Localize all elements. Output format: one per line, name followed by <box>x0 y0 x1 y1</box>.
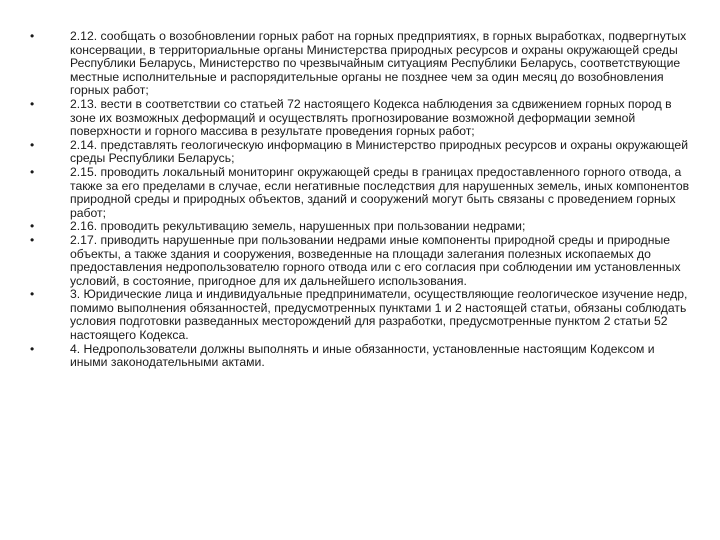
bullet-list <box>30 30 690 370</box>
list-item-text: 3. Юридические лица и индивидуальные предприниматели, осуществляющие геологическое изучение недр, помимо выполнения обязанностей, предусмотренных пунктами 1 и 2 настоящей статьи, обязаны соблюдать условия подготовки разведанных месторождений для разработки, предусмотренные пунктом 2 статьи 52 настоящего Кодекса. <box>70 287 688 343</box>
bullet-icon: • <box>30 96 35 111</box>
list-item-text: 2.13. вести в соответствии со статьей 72 настоящего Кодекса наблюдения за сдвижением горных пород в зоне их возможных деформаций и осуществлять прогнозирование возможной деформации земной поверхности и горного массива в результате проведения горных работ; <box>70 96 672 139</box>
bullet-icon: • <box>30 164 35 179</box>
list-item <box>30 30 690 98</box>
list-item <box>30 288 690 342</box>
bullet-icon: • <box>30 232 35 247</box>
bullet-icon: • <box>30 287 35 302</box>
list-item <box>30 220 690 234</box>
list-item-text: 2.15. проводить локальный мониторинг окружающей среды в границах предоставленного горного отвода, а также за его пределами в случае, если негативные последствия для нарушенных земель, иных компонентов природной среды и природных объектов, зданий и сооружений могут быть связаны с проведением горных работ; <box>70 164 690 220</box>
list-item-text: 2.16. проводить рекультивацию земель, нарушенных при пользовании недрами; <box>70 219 526 234</box>
list-item-text: 4. Недропользователи должны выполнять и иные обязанности, установленные настоящим Кодексом и иными законодательными актами. <box>70 341 655 370</box>
list-item <box>30 98 690 139</box>
bullet-icon: • <box>30 137 35 152</box>
list-item-text: 2.17. приводить нарушенные при пользовании недрами иные компоненты природной среды и природные объекты, а также здания и сооружения, возведенные на площади залегания полезных ископаемых до предоставления недропользователю горного отвода или с его согласия при соблюдении им установленных условий, в состояние, пригодное для их дальнейшего использования. <box>70 232 681 288</box>
list-item-text: 2.14. представлять геологическую информацию в Министерство природных ресурсов и охраны окружающей среды Республики Беларусь; <box>70 137 689 166</box>
list-item-text: 2.12. сообщать о возобновлении горных работ на горных предприятиях, в горных выработках, подвергнутых консервации, в территориальные органы Министерства природных ресурсов и охраны окружающей среды Республики Беларусь, Министерство по чрезвычайным ситуациям Республики Беларусь, соответствующие местные исполнительные и распорядительные органы не позднее чем за один месяц до возобновления горных работ; <box>70 29 687 98</box>
list-item <box>30 343 690 370</box>
list-item <box>30 166 690 220</box>
list-item <box>30 139 690 166</box>
bullet-icon: • <box>30 29 35 43</box>
bullet-icon: • <box>30 219 35 234</box>
bullet-icon: • <box>30 341 35 356</box>
list-item <box>30 234 690 288</box>
